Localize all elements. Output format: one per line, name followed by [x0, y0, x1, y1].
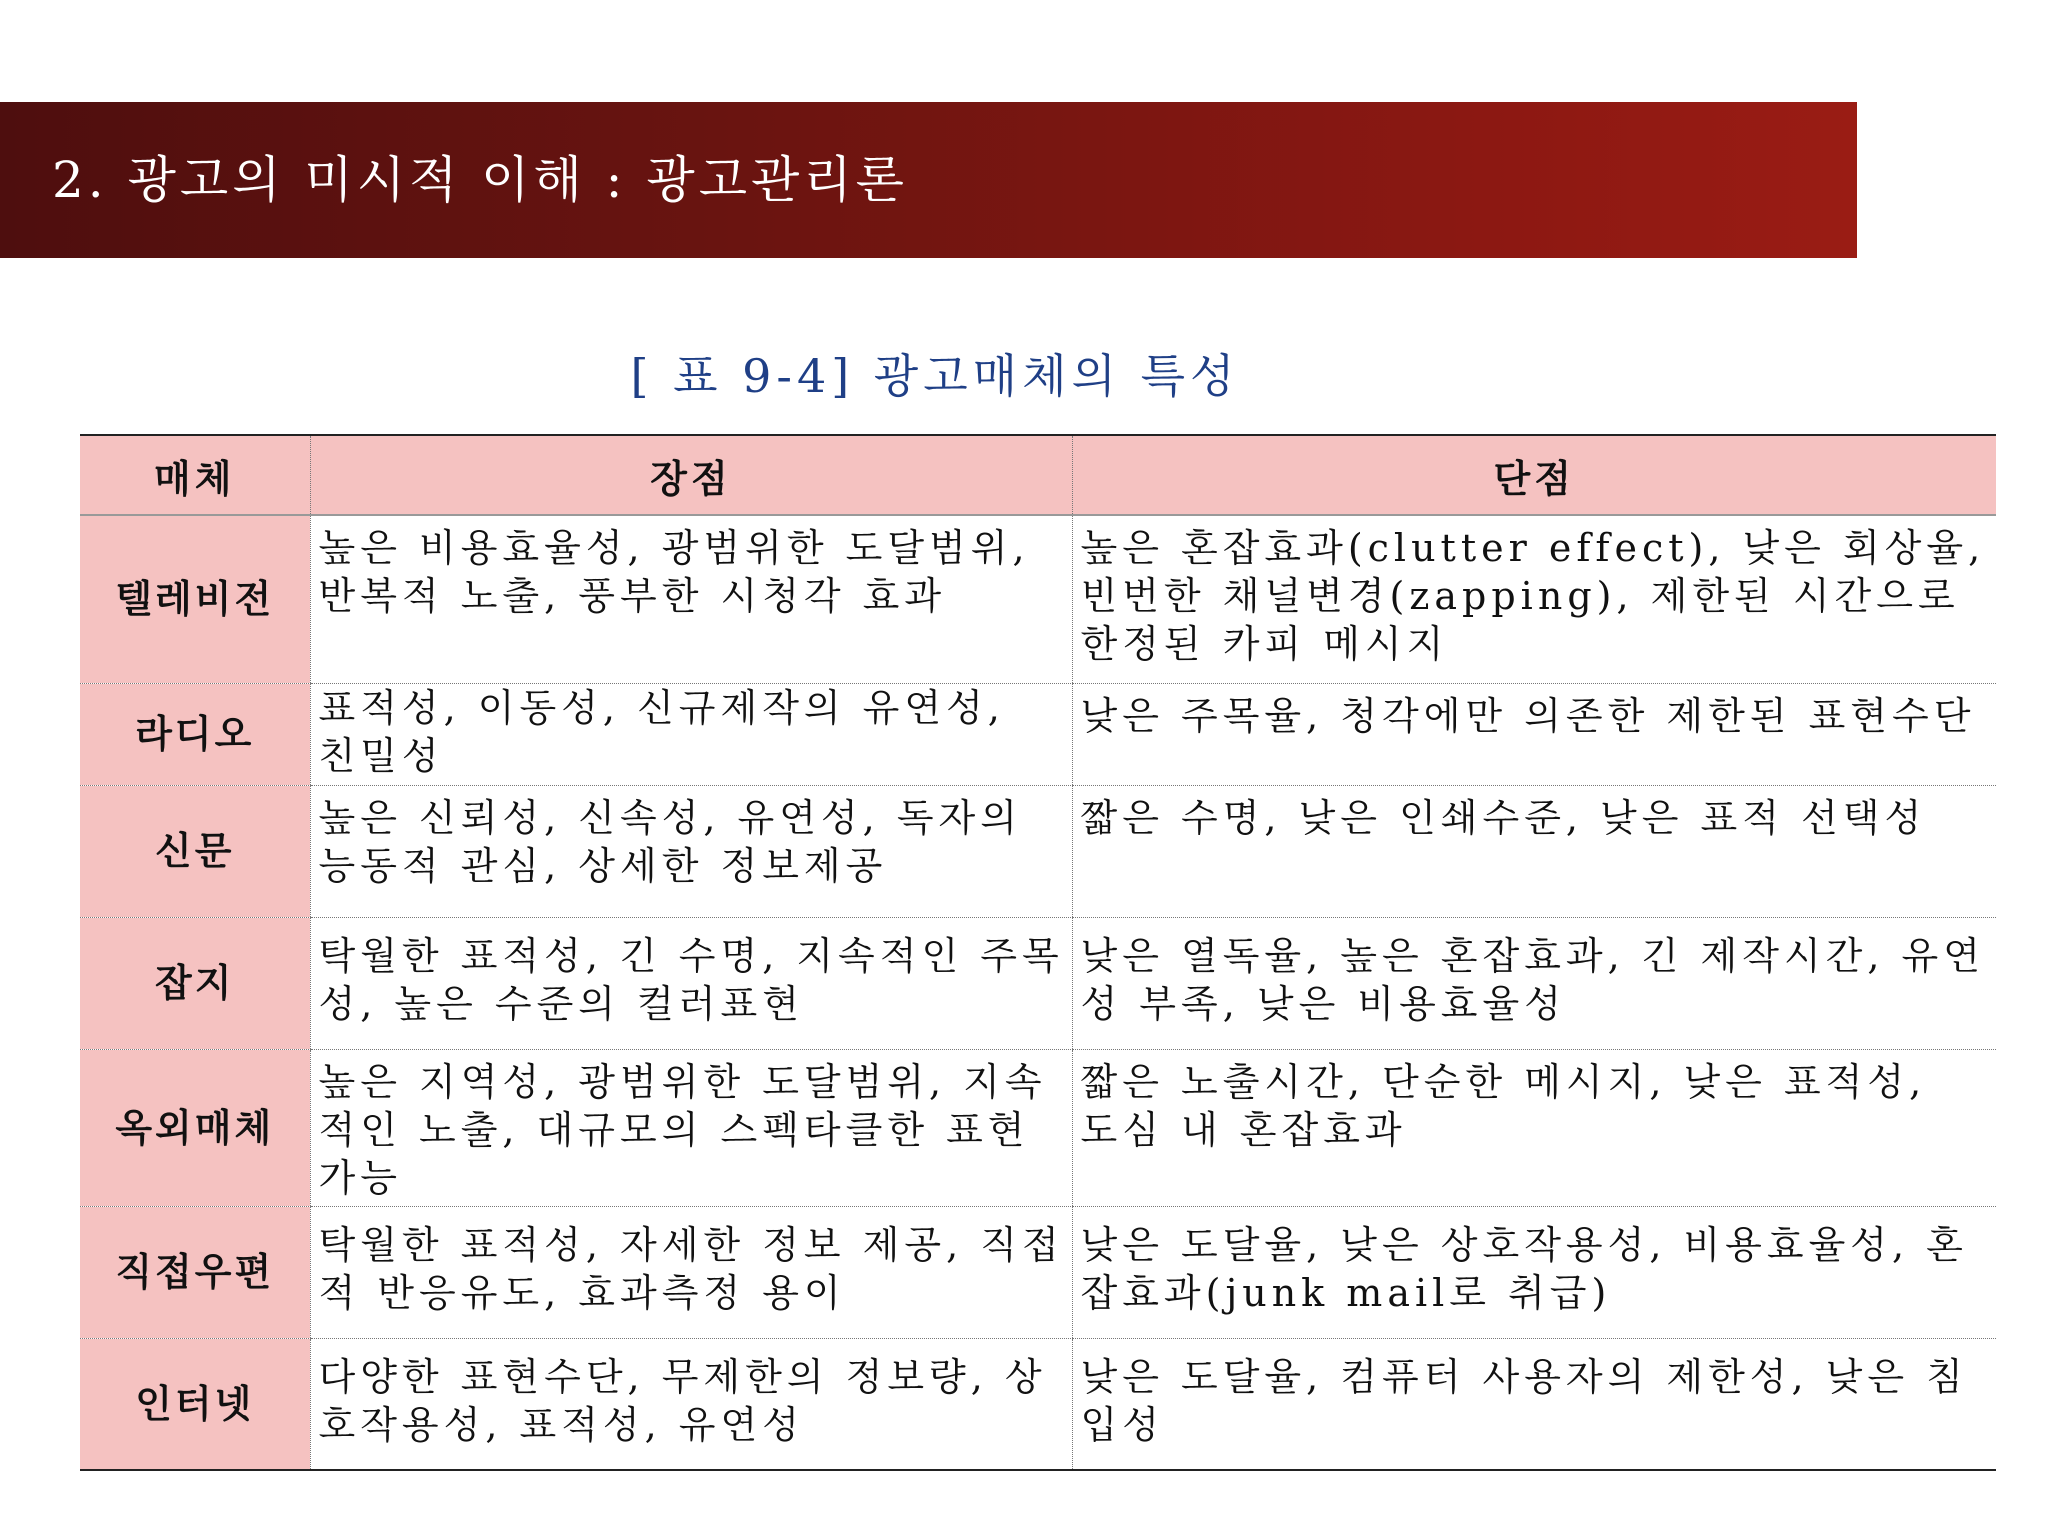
cons-text: 짧은 노출시간, 단순한 메시지, 낮은 표적성, 도심 내 혼잡효과: [1080, 1059, 1927, 1152]
header-cons: 단점: [1072, 435, 1996, 515]
cons-text: 낮은 도달율, 낮은 상호작용성, 비용효율성, 혼잡효과(junk mail로 취급): [1080, 1222, 1968, 1315]
pros-text: 다양한 표현수단, 무제한의 정보량, 상호작용성, 표적성, 유연성: [318, 1354, 1047, 1447]
table-row: [80, 1049, 1996, 1206]
media-cell: 텔레비전: [80, 515, 310, 683]
table-row: [80, 1206, 1996, 1338]
cons-text: 높은 혼잡효과(clutter effect), 낮은 회상율, 빈번한 채널변경(zapping), 제한된 시간으로 한정된 카피 메시지: [1080, 526, 1986, 666]
cons-cell: [1072, 1206, 1996, 1338]
header-media: 매체: [80, 435, 310, 515]
cons-text: 낮은 주목율, 청각에만 의존한 제한된 표현수단: [1080, 693, 1976, 738]
media-cell: 직접우편: [80, 1206, 310, 1338]
table-row: [80, 683, 1996, 785]
pros-text: 높은 신뢰성, 신속성, 유연성, 독자의 능동적 관심, 상세한 정보제공: [318, 795, 1022, 888]
pros-text: 탁월한 표적성, 긴 수명, 지속적인 주목성, 높은 수준의 컬러표현: [318, 933, 1064, 1026]
pros-text: 탁월한 표적성, 자세한 정보 제공, 직접적 반응유도, 효과측정 용이: [318, 1222, 1064, 1315]
cons-cell: [1072, 1049, 1996, 1206]
pros-cell: [310, 683, 1072, 785]
media-cell: 옥외매체: [80, 1049, 310, 1206]
media-cell: 라디오: [80, 683, 310, 785]
pros-text: 높은 비용효율성, 광범위한 도달범위, 반복적 노출, 풍부한 시청각 효과: [318, 526, 1030, 618]
pros-cell: [310, 917, 1072, 1049]
media-characteristics-table: [80, 434, 1996, 1471]
table-header-row: [80, 435, 1996, 515]
pros-cell: [310, 515, 1072, 683]
pros-text: 표적성, 이동성, 신규제작의 유연성, 친밀성: [318, 685, 1005, 778]
pros-cell: [310, 1206, 1072, 1338]
table-caption: [ 표 9-4] 광고매체의 특성: [630, 349, 1240, 403]
pros-text: 높은 지역성, 광범위한 도달범위, 지속적인 노출, 대규모의 스펙타클한 표현가능: [318, 1059, 1047, 1200]
table-row: [80, 785, 1996, 917]
media-cell: 신문: [80, 785, 310, 917]
cons-text: 짧은 수명, 낮은 인쇄수준, 낮은 표적 선택성: [1080, 795, 1927, 840]
cons-text: 낮은 도달율, 컴퓨터 사용자의 제한성, 낮은 침입성: [1080, 1354, 1968, 1447]
table-row: [80, 917, 1996, 1049]
pros-cell: [310, 1338, 1072, 1470]
pros-cell: [310, 1049, 1072, 1206]
media-cell: 인터넷: [80, 1338, 310, 1470]
media-cell: 잡지: [80, 917, 310, 1049]
cons-cell: [1072, 785, 1996, 917]
slide-title: 2. 광고의 미시적 이해 : 광고관리론: [52, 151, 908, 209]
media-table-container: [80, 434, 1996, 1471]
pros-cell: [310, 785, 1072, 917]
table-row: [80, 1338, 1996, 1470]
cons-text: 낮은 열독율, 높은 혼잡효과, 긴 제작시간, 유연성 부족, 낮은 비용효율성: [1080, 933, 1985, 1026]
cons-cell: [1072, 515, 1996, 683]
cons-cell: [1072, 683, 1996, 785]
header-pros: 장점: [310, 435, 1072, 515]
table-row: [80, 515, 1996, 683]
cons-cell: [1072, 1338, 1996, 1470]
cons-cell: [1072, 917, 1996, 1049]
title-bar: [0, 102, 1857, 258]
